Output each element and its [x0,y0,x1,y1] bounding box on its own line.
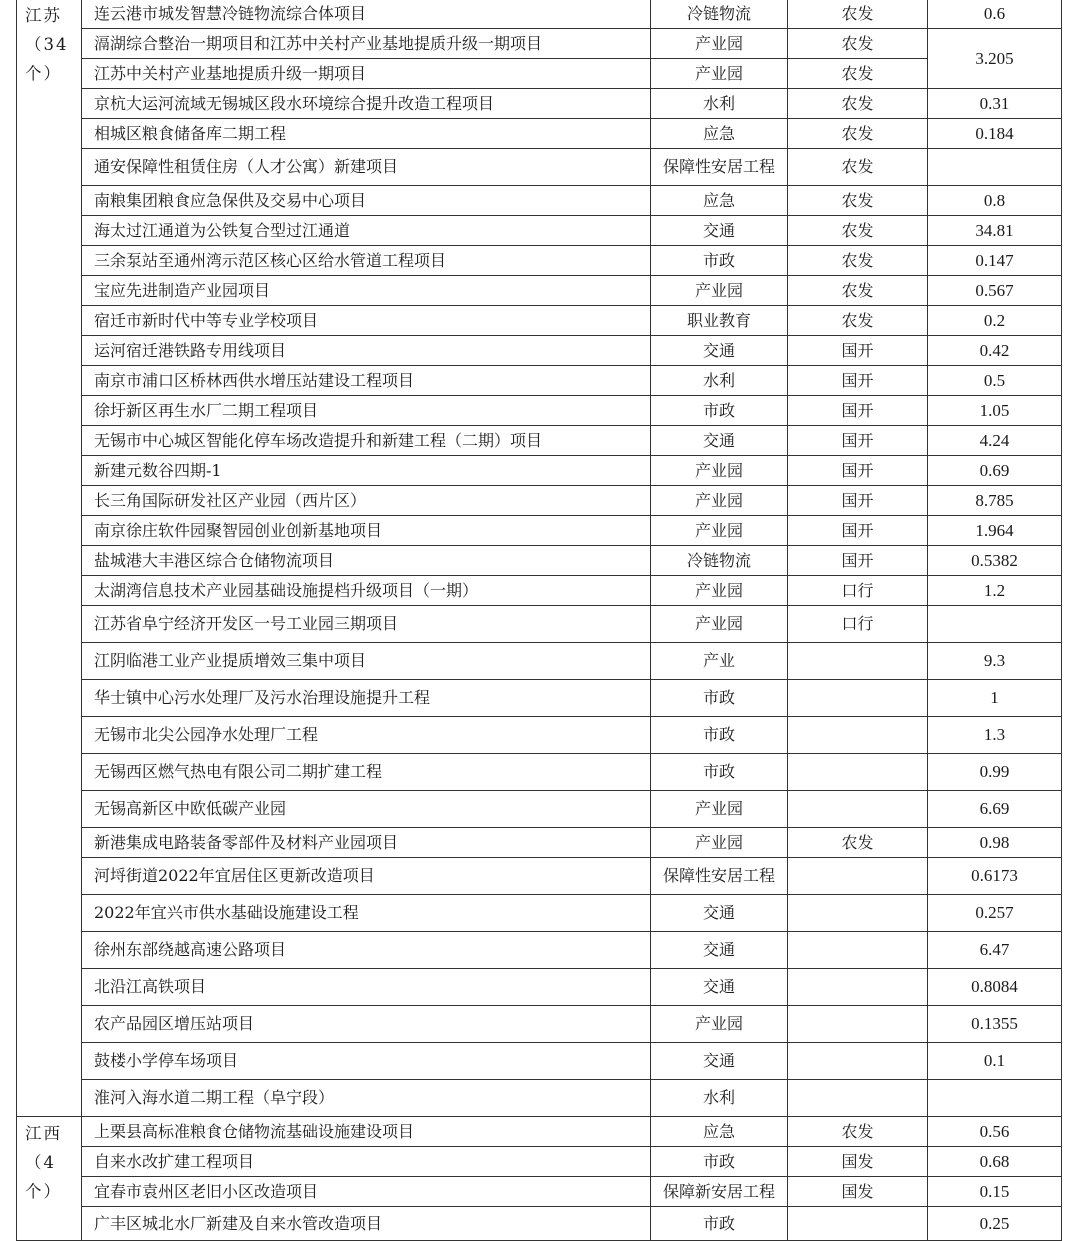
project-name-cell: 农产品园区增压站项目 [82,1006,651,1043]
category-cell: 保障新安居工程 [651,1177,788,1207]
project-name-cell: 长三角国际研发社区产业园（西片区） [82,486,651,516]
project-name-cell: 无锡高新区中欧低碳产业园 [82,791,651,828]
category-cell: 水利 [651,89,788,119]
amount-cell: 0.15 [928,1177,1062,1207]
amount-cell: 0.98 [928,828,1062,858]
amount-cell: 0.25 [928,1207,1062,1241]
dept-cell: 国开 [788,396,928,426]
table-row [17,119,1062,149]
amount-cell: 0.5 [928,366,1062,396]
project-table [16,0,1062,1241]
table-row [17,680,1062,717]
dept-cell: 农发 [788,306,928,336]
amount-cell: 0.1 [928,1043,1062,1080]
dept-cell: 国开 [788,366,928,396]
dept-cell [788,717,928,754]
amount-cell: 1.2 [928,576,1062,606]
project-name-cell: 相城区粮食储备库二期工程 [82,119,651,149]
amount-cell: 1.964 [928,516,1062,546]
category-cell: 产业园 [651,276,788,306]
table-row [17,486,1062,516]
category-cell: 产业园 [651,59,788,89]
table-row [17,969,1062,1006]
dept-cell: 农发 [788,89,928,119]
category-cell: 市政 [651,396,788,426]
category-cell: 冷链物流 [651,546,788,576]
dept-cell: 国发 [788,1177,928,1207]
dept-cell: 国开 [788,546,928,576]
dept-cell: 国开 [788,426,928,456]
amount-cell: 1.05 [928,396,1062,426]
project-name-cell: 徐圩新区再生水厂二期工程项目 [82,396,651,426]
project-name-cell: 徐州东部绕越高速公路项目 [82,932,651,969]
table-row [17,1006,1062,1043]
dept-cell [788,754,928,791]
category-cell: 市政 [651,717,788,754]
project-name-cell: 通安保障性租赁住房（人才公寓）新建项目 [82,149,651,186]
project-name-cell: 运河宿迁港铁路专用线项目 [82,336,651,366]
table-row [17,149,1062,186]
amount-cell: 9.3 [928,643,1062,680]
project-name-cell: 连云港市城发智慧冷链物流综合体项目 [82,0,651,29]
dept-cell [788,895,928,932]
dept-cell: 农发 [788,59,928,89]
table-row [17,29,1062,59]
category-cell: 应急 [651,1117,788,1147]
amount-cell: 0.2 [928,306,1062,336]
dept-cell: 农发 [788,276,928,306]
table-row [17,396,1062,426]
table-row [17,59,1062,89]
amount-cell: 6.69 [928,791,1062,828]
project-name-cell: 江苏中关村产业基地提质升级一期项目 [82,59,651,89]
amount-cell [928,1080,1062,1117]
table-row [17,717,1062,754]
dept-cell [788,643,928,680]
table-row [17,1117,1062,1147]
amount-cell: 0.8 [928,186,1062,216]
table-row [17,858,1062,895]
dept-cell: 农发 [788,0,928,29]
table-row [17,932,1062,969]
table-row [17,754,1062,791]
category-cell: 市政 [651,246,788,276]
category-cell: 市政 [651,754,788,791]
amount-cell: 0.69 [928,456,1062,486]
table-row [17,516,1062,546]
table-row [17,1080,1062,1117]
project-name-cell: 无锡西区燃气热电有限公司二期扩建工程 [82,754,651,791]
dept-cell: 农发 [788,149,928,186]
amount-cell: 0.68 [928,1147,1062,1177]
amount-cell: 0.56 [928,1117,1062,1147]
project-name-cell: 太湖湾信息技术产业园基础设施提档升级项目（一期） [82,576,651,606]
category-cell: 产业园 [651,606,788,643]
category-cell: 保障性安居工程 [651,149,788,186]
dept-cell: 口行 [788,576,928,606]
dept-cell: 农发 [788,29,928,59]
project-name-cell: 自来水改扩建工程项目 [82,1147,651,1177]
province-cell: 江西（4个） [17,1117,82,1241]
category-cell: 市政 [651,680,788,717]
dept-cell [788,1006,928,1043]
project-name-cell: 无锡市北尖公园净水处理厂工程 [82,717,651,754]
category-cell: 交通 [651,336,788,366]
table-row [17,1177,1062,1207]
amount-cell: 6.47 [928,932,1062,969]
table-row [17,1043,1062,1080]
category-cell: 水利 [651,1080,788,1117]
dept-cell: 国开 [788,456,928,486]
category-cell: 保障性安居工程 [651,858,788,895]
project-name-cell: 上栗县高标准粮食仓储物流基础设施建设项目 [82,1117,651,1147]
dept-cell: 农发 [788,216,928,246]
project-name-cell: 盐城港大丰港区综合仓储物流项目 [82,546,651,576]
amount-cell [928,606,1062,643]
amount-cell: 8.785 [928,486,1062,516]
amount-cell: 1.3 [928,717,1062,754]
dept-cell [788,969,928,1006]
project-name-cell: 滆湖综合整治一期项目和江苏中关村产业基地提质升级一期项目 [82,29,651,59]
amount-cell: 4.24 [928,426,1062,456]
amount-cell: 0.567 [928,276,1062,306]
province-cell: 江苏（34个） [17,0,82,1117]
table-row [17,1207,1062,1241]
table-row [17,546,1062,576]
table-row [17,366,1062,396]
project-name-cell: 宝应先进制造产业园项目 [82,276,651,306]
table-row [17,791,1062,828]
dept-cell: 国开 [788,336,928,366]
table-row [17,186,1062,216]
table-row [17,895,1062,932]
project-name-cell: 淮河入海水道二期工程（阜宁段） [82,1080,651,1117]
project-name-cell: 广丰区城北水厂新建及自来水管改造项目 [82,1207,651,1241]
amount-cell: 0.42 [928,336,1062,366]
dept-cell: 口行 [788,606,928,643]
category-cell: 市政 [651,1147,788,1177]
category-cell: 产业园 [651,516,788,546]
table-row [17,426,1062,456]
project-name-cell: 无锡市中心城区智能化停车场改造提升和新建工程（二期）项目 [82,426,651,456]
amount-cell: 34.81 [928,216,1062,246]
category-cell: 产业园 [651,828,788,858]
project-name-cell: 江苏省阜宁经济开发区一号工业园三期项目 [82,606,651,643]
category-cell: 应急 [651,119,788,149]
dept-cell [788,1043,928,1080]
category-cell: 产业 [651,643,788,680]
amount-cell: 0.5382 [928,546,1062,576]
project-name-cell: 新建元数谷四期-1 [82,456,651,486]
table-row [17,576,1062,606]
dept-cell: 农发 [788,1117,928,1147]
amount-cell: 0.8084 [928,969,1062,1006]
table-row [17,306,1062,336]
dept-cell: 农发 [788,246,928,276]
category-cell: 产业园 [651,456,788,486]
category-cell: 市政 [651,1207,788,1241]
category-cell: 应急 [651,186,788,216]
project-name-cell: 海太过江通道为公铁复合型过江通道 [82,216,651,246]
project-name-cell: 江阴临港工业产业提质增效三集中项目 [82,643,651,680]
amount-cell [928,149,1062,186]
dept-cell [788,932,928,969]
project-name-cell: 南京市浦口区桥林西供水增压站建设工程项目 [82,366,651,396]
table-row [17,643,1062,680]
amount-cell: 0.6 [928,0,1062,29]
dept-cell: 农发 [788,828,928,858]
category-cell: 交通 [651,426,788,456]
category-cell: 冷链物流 [651,0,788,29]
table-row [17,1147,1062,1177]
table-row [17,89,1062,119]
dept-cell: 国发 [788,1147,928,1177]
project-table-body [17,0,1062,1241]
table-row [17,276,1062,306]
amount-cell: 0.257 [928,895,1062,932]
project-name-cell: 北沿江高铁项目 [82,969,651,1006]
project-name-cell: 南粮集团粮食应急保供及交易中心项目 [82,186,651,216]
category-cell: 交通 [651,932,788,969]
project-name-cell: 鼓楼小学停车场项目 [82,1043,651,1080]
project-name-cell: 河埒街道2022年宜居住区更新改造项目 [82,858,651,895]
category-cell: 产业园 [651,576,788,606]
project-name-cell: 三余泵站至通州湾示范区核心区给水管道工程项目 [82,246,651,276]
table-row [17,606,1062,643]
project-name-cell: 新港集成电路装备零部件及材料产业园项目 [82,828,651,858]
category-cell: 交通 [651,895,788,932]
amount-cell: 0.6173 [928,858,1062,895]
amount-cell: 0.99 [928,754,1062,791]
table-row [17,828,1062,858]
category-cell: 交通 [651,216,788,246]
table-row [17,0,1062,29]
dept-cell [788,858,928,895]
dept-cell [788,791,928,828]
category-cell: 水利 [651,366,788,396]
category-cell: 交通 [651,969,788,1006]
category-cell: 产业园 [651,791,788,828]
amount-cell: 0.147 [928,246,1062,276]
dept-cell: 国开 [788,486,928,516]
table-row [17,456,1062,486]
table-row [17,246,1062,276]
dept-cell [788,680,928,717]
dept-cell: 农发 [788,119,928,149]
dept-cell: 国开 [788,516,928,546]
amount-cell: 1 [928,680,1062,717]
amount-cell: 3.205 [928,29,1062,89]
amount-cell: 0.184 [928,119,1062,149]
table-row [17,216,1062,246]
category-cell: 产业园 [651,486,788,516]
category-cell: 交通 [651,1043,788,1080]
dept-cell [788,1080,928,1117]
project-name-cell: 宜春市袁州区老旧小区改造项目 [82,1177,651,1207]
project-name-cell: 宿迁市新时代中等专业学校项目 [82,306,651,336]
category-cell: 职业教育 [651,306,788,336]
project-name-cell: 华士镇中心污水处理厂及污水治理设施提升工程 [82,680,651,717]
amount-cell: 0.31 [928,89,1062,119]
project-name-cell: 2022年宜兴市供水基础设施建设工程 [82,895,651,932]
dept-cell: 农发 [788,186,928,216]
project-name-cell: 京杭大运河流域无锡城区段水环境综合提升改造工程项目 [82,89,651,119]
category-cell: 产业园 [651,1006,788,1043]
project-name-cell: 南京徐庄软件园聚智园创业创新基地项目 [82,516,651,546]
category-cell: 产业园 [651,29,788,59]
table-row [17,336,1062,366]
dept-cell [788,1207,928,1241]
amount-cell: 0.1355 [928,1006,1062,1043]
